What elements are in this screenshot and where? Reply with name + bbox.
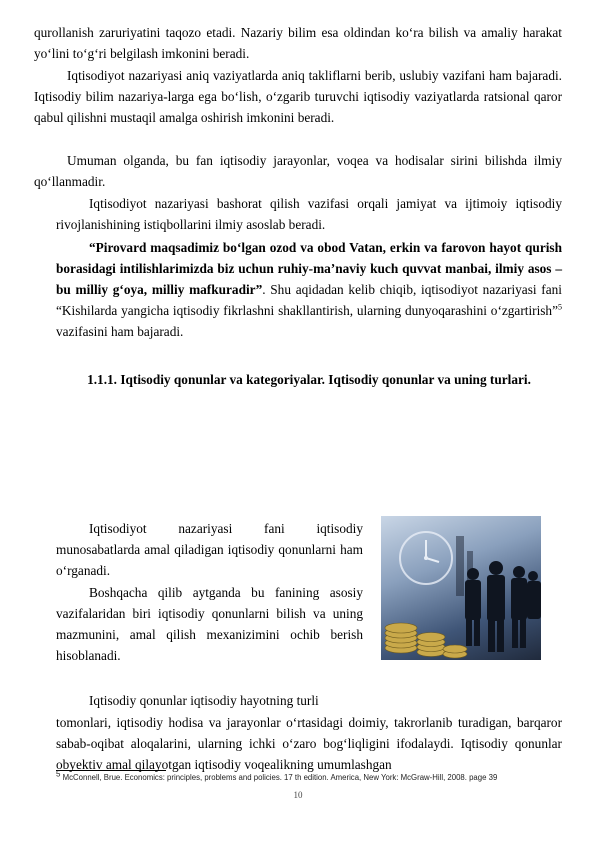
- paragraph-8: Iqtisodiy qonunlar iqtisodiy hayotning turli: [89, 693, 319, 708]
- paragraph-4: Iqtisodiyot nazariyasi bashorat qilish vazifasi orqali jamiyat va ijtimoiy iqtisodiy rivojlanishining istiqbollarini ilmiy asoslab beradi.: [56, 196, 562, 232]
- section-heading: 1.1.1. Iqtisodiy qonunlar va kategoriyalar. Iqtisodiy qonunlar va uning turlari.: [87, 372, 531, 387]
- business-people-image: [381, 516, 541, 660]
- paragraph-3: Umuman olganda, bu fan iqtisodiy jarayonlar, voqea va hodisalar sirini bilishda ilmiy qo‘llanmadir.: [34, 153, 562, 189]
- footnote-reference[interactable]: 5: [558, 302, 562, 312]
- paragraph-7: Boshqacha qilib aytganda bu fanining asosiy vazifalaridan biri iqtisodiy qonunlarni bilish va uning mazmunini, amal qilish mexanizimini ochib berish hisoblanadi.: [56, 585, 363, 663]
- paragraph-2: Iqtisodiyot nazariyasi aniq vaziyatlarda aniq takliflarni berib, uslubiy vazifani ham bajaradi. Iqtisodiy bilim nazariya-larga ega bo‘lish, o‘zgarib turuvchi iqtisodiy vaziyatlarda ratsional qaror qabul qilishni mustaqil amalga oshirish imkonini beradi.: [34, 68, 562, 125]
- paragraph-5: “Pirovard maqsadimiz bo‘lgan ozod va obod Vatan, erkin va farovon hayot qurish borasidagi intilishlarimizda biz uchun ruhiy-ma’naviy kuch quvvat manbai, ilmiy asos – bu milliy g‘oya, milliy mafkuradir”. Shu aqidadan kelib chiqib, iqtisodiyot nazariyasi fani “Kishilarda yangicha iqtisodiy fikrlashni shakllantirish, ularning dunyoqarashini o‘zgartirish”$^5$ vazifasini ham bajaradi.: [56, 240, 562, 339]
- footnote: $^5$ McConnell, Brue. Economics: principles, problems and policies. 17 th edition. America, New York: McGraw-Hill, 2008. page 39: [56, 769, 498, 782]
- footnote-separator: [56, 770, 166, 771]
- paragraph-9: tomonlari, iqtisodiy hodisa va jarayonlar o‘rtasidagi doimiy, takrorlanib turadigan, barqaror sabab-oqibat aloqalarini, ularning ichki o‘zaro bog‘liqligini ifodalaydi. Iqtisodiy qonunlar obyektiv amal qilayotgan iqtisodiy voqealikning umumlashgan: [56, 715, 562, 772]
- paragraph-1: qurollanish zaruriyatini taqozo etadi. Nazariy bilim esa oldindan ko‘ra bilish va amaliy harakat yo‘lini to‘g‘ri belgilash imkonini beradi.: [34, 25, 562, 61]
- page-number: 10: [293, 790, 303, 800]
- national-idea-quote: “Pirovard maqsadimiz bo‘lgan ozod va obod Vatan, erkin va farovon hayot qurish borasidagi intilishlarimizda biz uchun ruhiy-ma’naviy kuch quvvat manbai, ilmiy asos – bu milliy g‘oya, milliy mafkuradir”: [56, 240, 562, 297]
- business-illustration: [381, 516, 541, 660]
- paragraph-6: Iqtisodiyot nazariyasi fani iqtisodiy munosabatlarda amal qiladigan iqtisodiy qonunlarni ham o‘rganadi.: [56, 521, 363, 578]
